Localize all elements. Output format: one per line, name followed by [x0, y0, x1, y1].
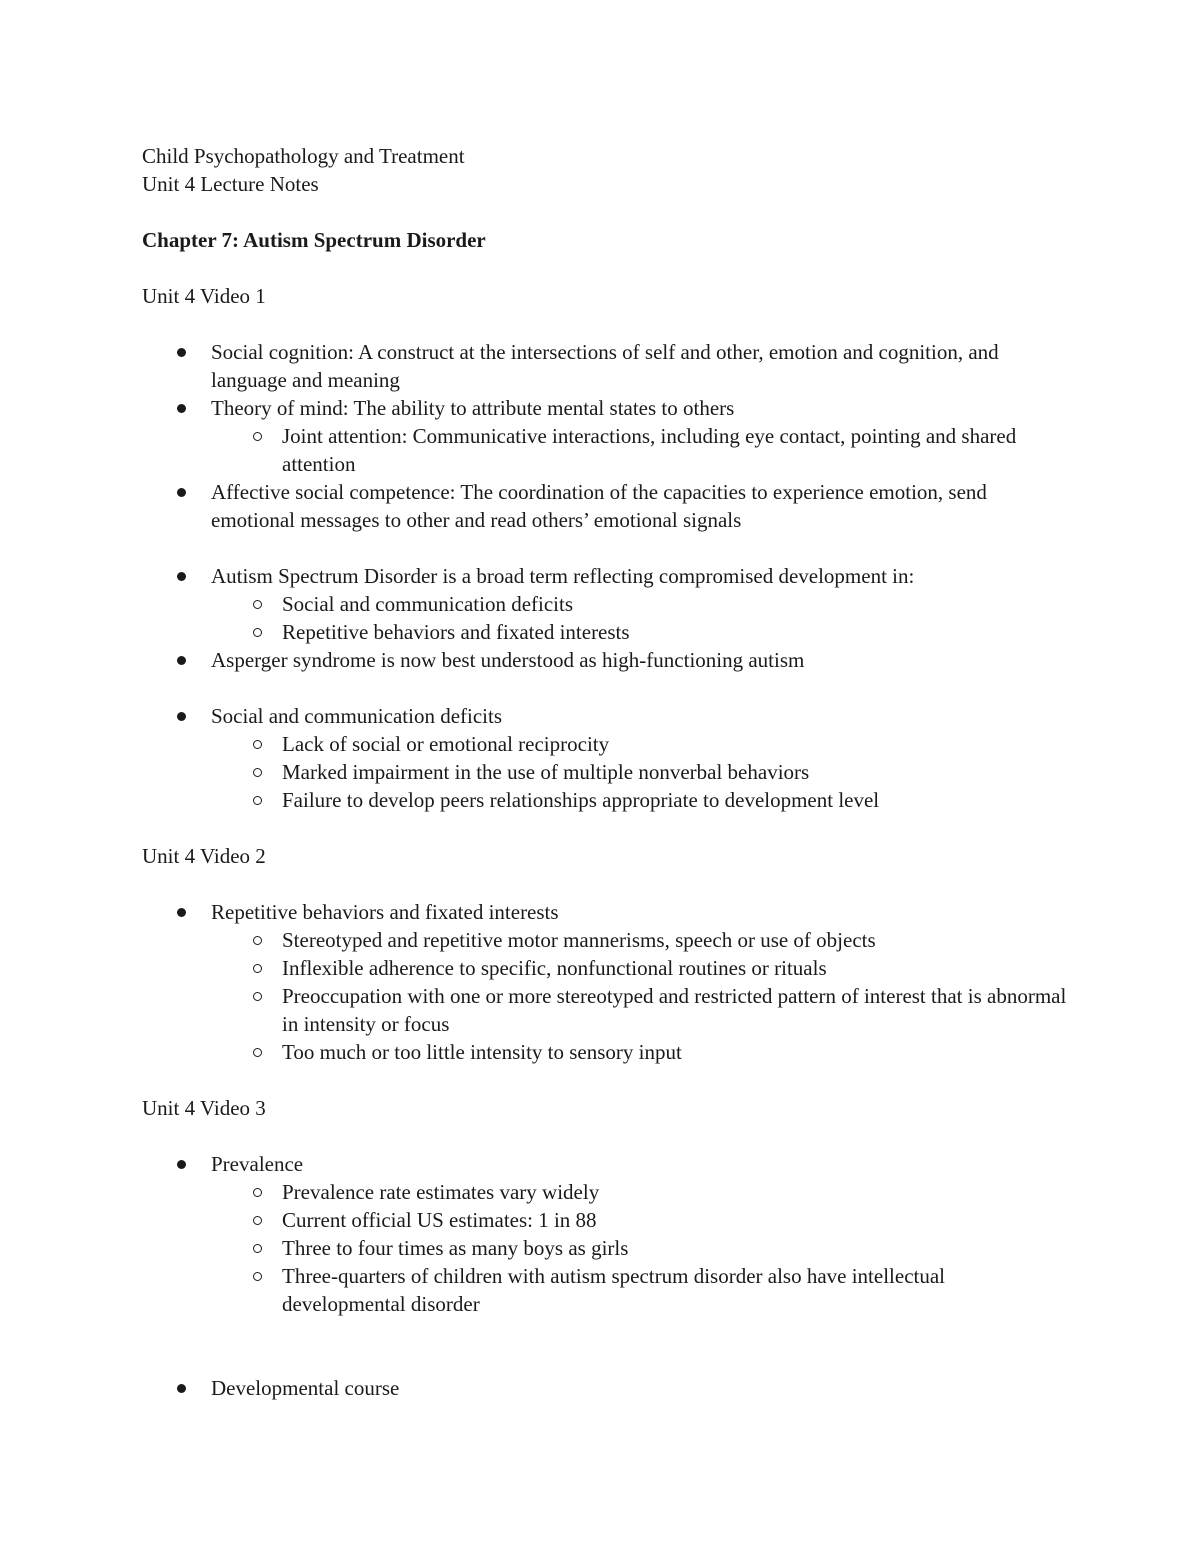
document-page — [142, 142, 1072, 1402]
circle-bullet-icon — [253, 600, 262, 609]
bullet-icon — [177, 404, 186, 413]
list-item — [142, 394, 1072, 478]
sub-list-item-text: Repetitive behaviors and fixated interests — [282, 620, 630, 644]
bullet-icon — [177, 1160, 186, 1169]
circle-bullet-icon — [253, 768, 262, 777]
chapter-title: Chapter 7: Autism Spectrum Disorder — [142, 228, 486, 252]
circle-bullet-icon — [253, 628, 262, 637]
sub-list-item-text: Lack of social or emotional reciprocity — [282, 732, 610, 756]
circle-bullet-icon — [253, 964, 262, 973]
video3-list — [142, 1150, 1072, 1318]
sub-list — [211, 422, 1072, 478]
bullet-icon — [177, 348, 186, 357]
sub-list-item — [211, 422, 1072, 478]
sub-list-item-text: Three to four times as many boys as girls — [282, 1236, 629, 1260]
sub-list — [211, 926, 1072, 1066]
circle-bullet-icon — [253, 936, 262, 945]
list-item-text: Affective social competence: The coordination of the capacities to experience emotion, send emotional messages to other and read others’ emotional signals — [211, 480, 987, 532]
list-item-text: Social and communication deficits — [211, 704, 503, 728]
sub-list-item — [211, 1206, 1072, 1234]
sub-list-item-text: Social and communication deficits — [282, 592, 574, 616]
sub-list-item — [211, 926, 1072, 954]
sub-list-item-text: Prevalence rate estimates vary widely — [282, 1180, 600, 1204]
list-item-text: Theory of mind: The ability to attribute mental states to others — [211, 396, 735, 420]
sub-list-item — [211, 982, 1072, 1038]
list-item — [142, 646, 1072, 674]
sub-list-item — [211, 1178, 1072, 1206]
sub-list — [211, 1178, 1072, 1318]
circle-bullet-icon — [253, 1048, 262, 1057]
list-item-text: Social cognition: A construct at the intersections of self and other, emotion and cognition, and language and meaning — [211, 340, 999, 392]
list-item-text: Repetitive behaviors and fixated interests — [211, 900, 559, 924]
video1-heading: Unit 4 Video 1 — [142, 284, 266, 308]
sub-list-item-text: Marked impairment in the use of multiple nonverbal behaviors — [282, 760, 810, 784]
sub-list — [211, 730, 1072, 814]
circle-bullet-icon — [253, 796, 262, 805]
bullet-icon — [177, 1384, 186, 1393]
bullet-icon — [177, 908, 186, 917]
list-item — [142, 702, 1072, 814]
bullet-icon — [177, 712, 186, 721]
sub-list-item-text: Inflexible adherence to specific, nonfunctional routines or rituals — [282, 956, 827, 980]
sub-list-item — [211, 590, 1072, 618]
sub-list-item-text: Failure to develop peers relationships appropriate to development level — [282, 788, 880, 812]
list-item — [142, 478, 1072, 534]
sub-list-item — [211, 618, 1072, 646]
sub-list-item-text: Stereotyped and repetitive motor mannerisms, speech or use of objects — [282, 928, 876, 952]
unit-title: Unit 4 Lecture Notes — [142, 172, 319, 196]
list-item-text: Developmental course — [211, 1376, 400, 1400]
sub-list-item — [211, 1262, 1072, 1318]
circle-bullet-icon — [253, 1244, 262, 1253]
video1-list-2 — [142, 562, 1072, 674]
sub-list-item-text: Too much or too little intensity to sensory input — [282, 1040, 682, 1064]
video2-heading: Unit 4 Video 2 — [142, 844, 266, 868]
video1-list-3 — [142, 702, 1072, 814]
course-title: Child Psychopathology and Treatment — [142, 144, 465, 168]
video2-list — [142, 898, 1072, 1066]
sub-list-item — [211, 954, 1072, 982]
circle-bullet-icon — [253, 1272, 262, 1281]
sub-list-item-text: Preoccupation with one or more stereotyped and restricted pattern of interest that is abnormal in intensity or focus — [282, 984, 1067, 1036]
sub-list — [211, 590, 1072, 646]
sub-list-item — [211, 730, 1072, 758]
circle-bullet-icon — [253, 740, 262, 749]
circle-bullet-icon — [253, 992, 262, 1001]
list-item-text: Asperger syndrome is now best understood as high-functioning autism — [211, 648, 805, 672]
list-item — [142, 1374, 1072, 1402]
list-item — [142, 562, 1072, 646]
video3-list-2 — [142, 1374, 1072, 1402]
sub-list-item — [211, 1234, 1072, 1262]
list-item-text: Autism Spectrum Disorder is a broad term reflecting compromised development in: — [211, 564, 915, 588]
list-item — [142, 898, 1072, 1066]
list-item — [142, 1150, 1072, 1318]
circle-bullet-icon — [253, 432, 262, 441]
video1-list-1 — [142, 338, 1072, 534]
sub-list-item-text: Three-quarters of children with autism spectrum disorder also have intellectual developmental disorder — [282, 1264, 946, 1316]
list-item — [142, 338, 1072, 394]
circle-bullet-icon — [253, 1188, 262, 1197]
list-item-text: Prevalence — [211, 1152, 304, 1176]
bullet-icon — [177, 656, 186, 665]
bullet-icon — [177, 572, 186, 581]
sub-list-item-text: Current official US estimates: 1 in 88 — [282, 1208, 597, 1232]
bullet-icon — [177, 488, 186, 497]
circle-bullet-icon — [253, 1216, 262, 1225]
sub-list-item — [211, 758, 1072, 786]
sub-list-item — [211, 786, 1072, 814]
sub-list-item-text: Joint attention: Communicative interactions, including eye contact, pointing and shared attention — [282, 424, 1017, 476]
video3-heading: Unit 4 Video 3 — [142, 1096, 266, 1120]
sub-list-item — [211, 1038, 1072, 1066]
